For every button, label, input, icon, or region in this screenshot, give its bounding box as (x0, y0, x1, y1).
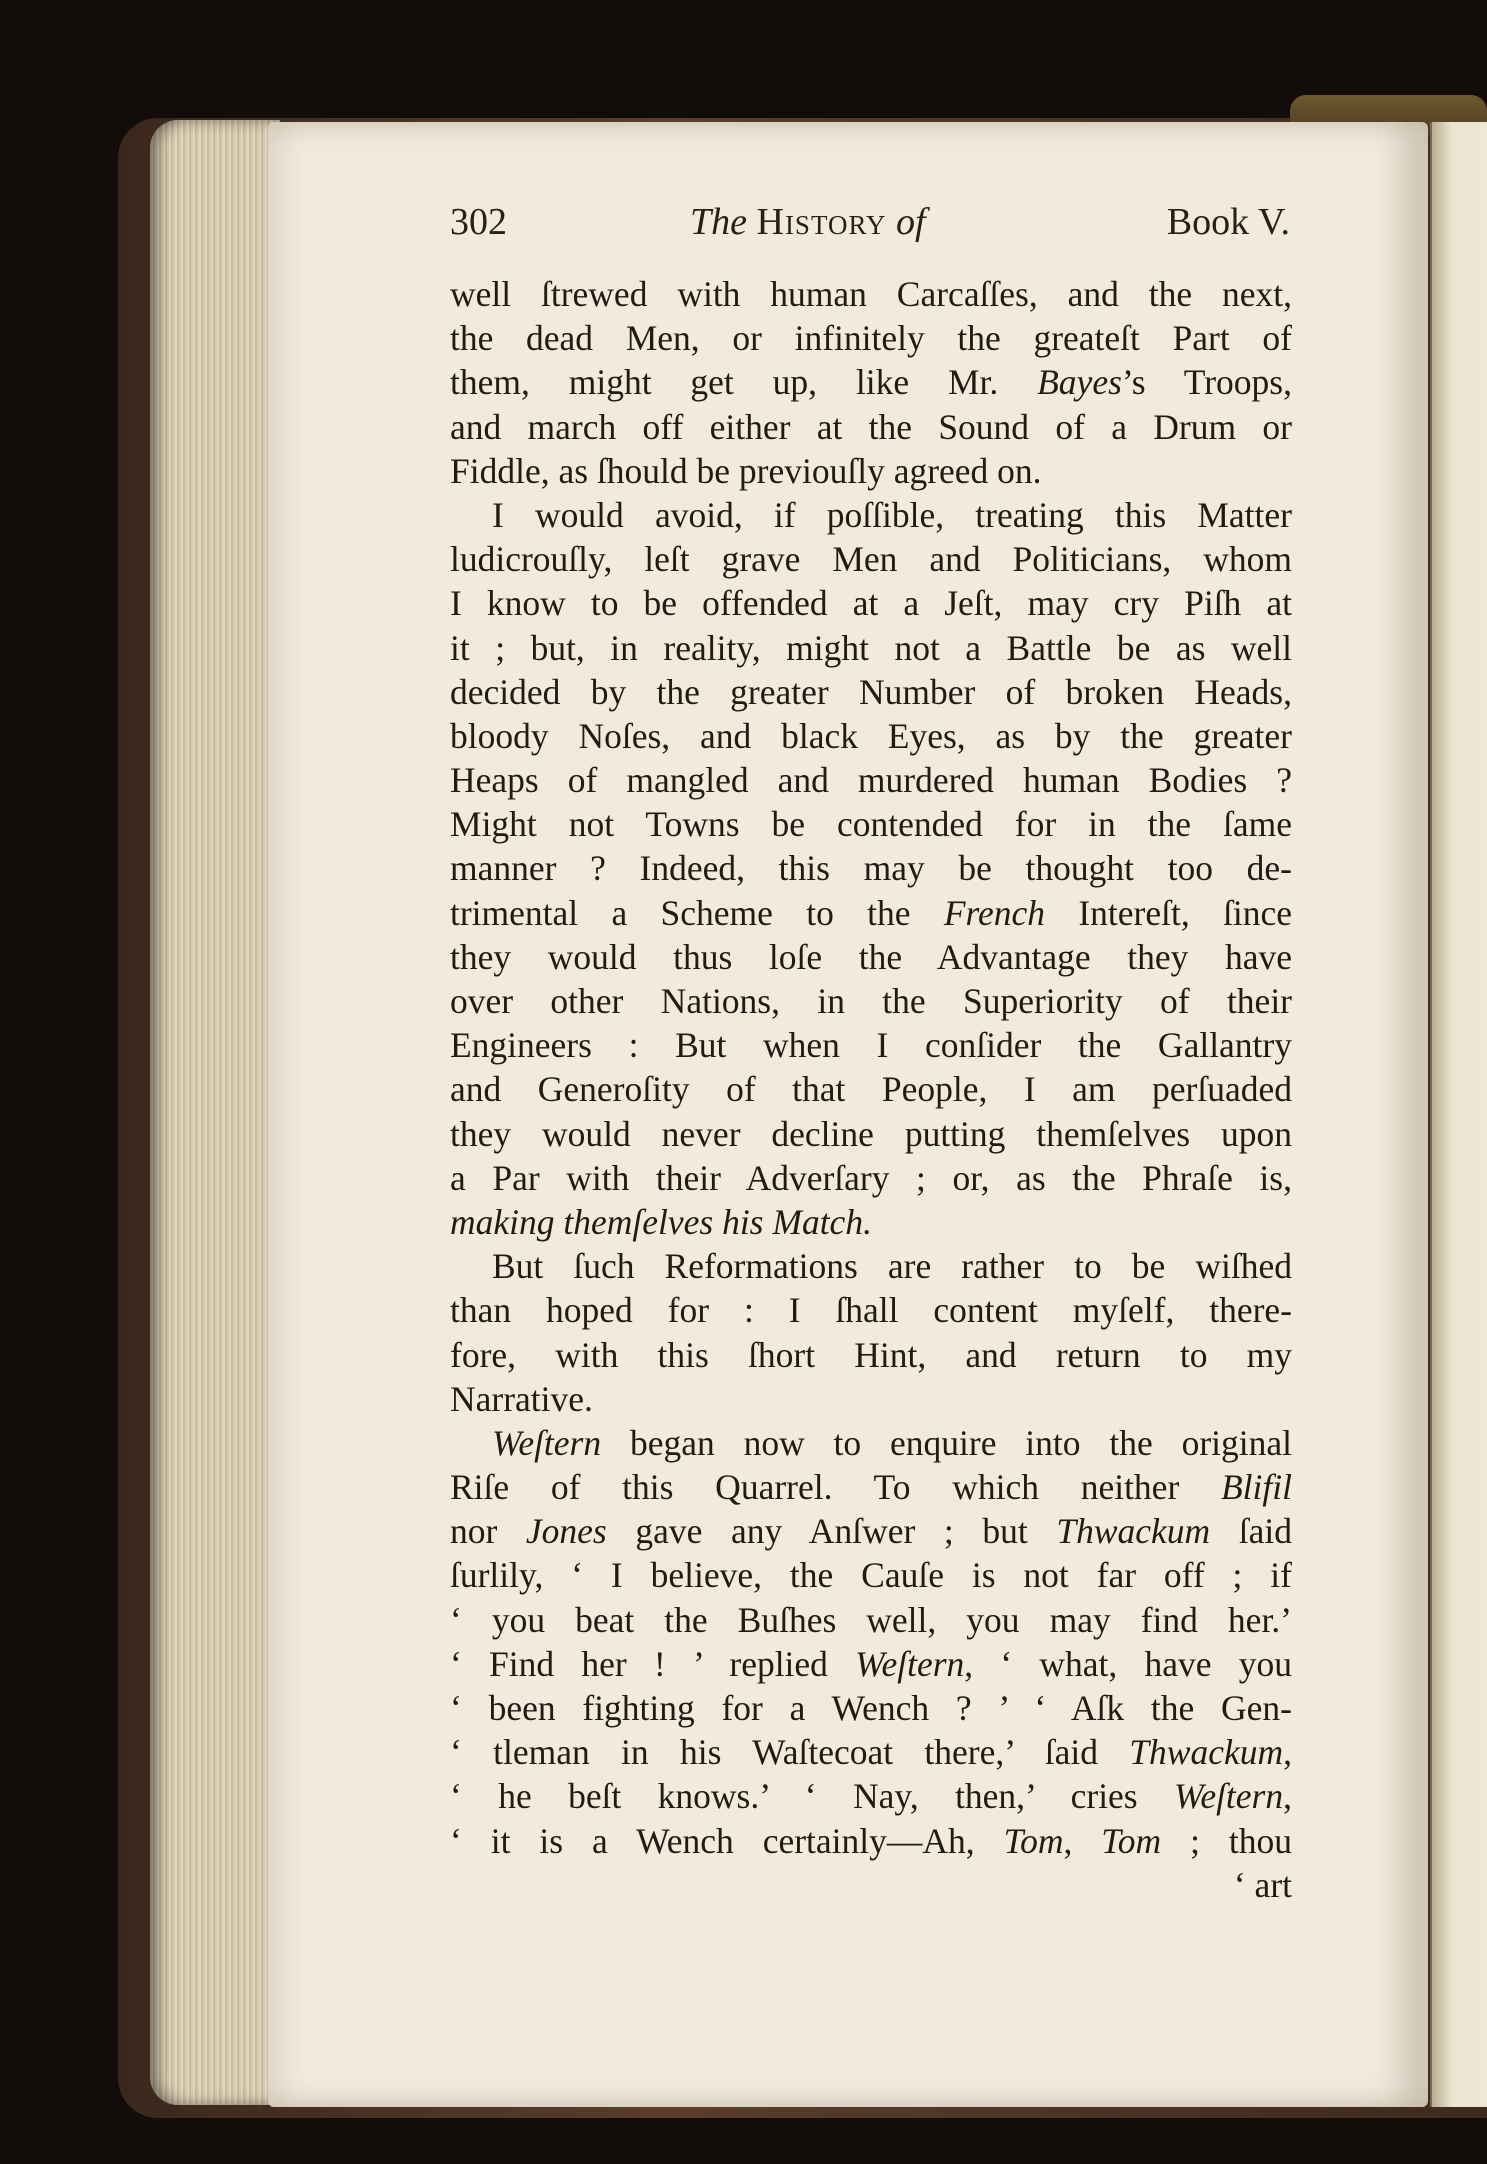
text-line (450, 714, 1292, 758)
text-line (450, 1333, 1292, 1377)
text-line (450, 626, 1292, 670)
italic-text: Thwackum (1129, 1732, 1284, 1773)
text-line (450, 1553, 1292, 1597)
text-run: I know to be offended at a Jeſt, may cry Piſh at (450, 583, 1292, 624)
italic-text: Thwackum (1056, 1511, 1211, 1552)
running-title-suffix: of (895, 201, 926, 243)
text-line (450, 272, 1292, 316)
text-line (450, 581, 1292, 625)
text-run: ‘ it is a Wench certainly—Ah, (450, 1820, 1004, 1861)
text-line (450, 1112, 1292, 1156)
italic-text: making themſelves his Match. (450, 1201, 872, 1242)
text-line (450, 1642, 1292, 1686)
text-run: they would thus loſe the Advantage they have (450, 936, 1292, 977)
text-run: ‘ art (1233, 1864, 1292, 1905)
running-title-prefix: The (690, 201, 747, 243)
italic-text: Weſtern (492, 1422, 602, 1463)
running-title-main: History (756, 201, 887, 243)
text-line (450, 449, 1292, 493)
text-line (450, 360, 1292, 404)
text-line (450, 405, 1292, 449)
italic-text: French (943, 892, 1046, 933)
text-line (450, 1067, 1292, 1111)
text-line (450, 1023, 1292, 1067)
italic-text: Tom (1003, 1820, 1064, 1861)
text-line (450, 1465, 1292, 1509)
text-line (450, 979, 1292, 1023)
book-number: Book V. (1166, 201, 1290, 243)
text-run: ; thou (1161, 1820, 1292, 1861)
body-text (450, 272, 1292, 1907)
text-line (450, 1200, 1292, 1244)
text-run: nor (450, 1511, 526, 1552)
text-run: and march off either at the Sound of a Drum or (450, 406, 1292, 447)
text-run: Riſe of this Quarrel. To which neither (450, 1467, 1221, 1508)
text-run: a Par with their Adverſary ; or, as the Phraſe is, (450, 1157, 1292, 1198)
text-run: ‘ he beſt knows.’ ‘ Nay, then,’ cries (450, 1776, 1174, 1817)
running-header (450, 200, 1290, 260)
italic-text: Tom (1101, 1820, 1162, 1861)
italic-text: Weſtern (855, 1643, 965, 1684)
text-line (450, 1730, 1292, 1774)
text-run: decided by the greater Number of broken Heads, (450, 671, 1292, 712)
text-run: it ; but, in reality, might not a Battle be as well (450, 627, 1292, 668)
text-run: ‘ Find her ! ’ replied (450, 1643, 856, 1684)
text-run: ‘ been fighting for a Wench ? ’ ‘ Aſk the Gen- (450, 1688, 1292, 1728)
text-run: Narrative. (450, 1378, 593, 1419)
italic-text: Bayes (1037, 362, 1122, 403)
text-line (450, 758, 1292, 802)
page-number: 302 (450, 201, 507, 243)
text-run: , (1063, 1820, 1102, 1861)
text-line (450, 1288, 1292, 1332)
text-run: ‘ you beat the Buſhes well, you may find her.’ (450, 1599, 1292, 1640)
facing-page-edge (1430, 122, 1487, 2107)
text-line (450, 1156, 1292, 1200)
text-run: , ‘ what, have you (964, 1643, 1293, 1684)
text-run: they would never decline putting themſelves upon (450, 1113, 1292, 1154)
text-line (450, 1598, 1292, 1642)
text-line (450, 1244, 1292, 1288)
text-run: fore, with this ſhort Hint, and return to my (450, 1334, 1292, 1375)
text-line (450, 493, 1292, 537)
text-run: bloody Noſes, and black Eyes, as by the greater (450, 715, 1292, 756)
text-line (450, 1686, 1292, 1730)
text-run: ludicrouſly, leſt grave Men and Politicians, whom (450, 539, 1292, 580)
text-run: began now to enquire into the original (601, 1422, 1292, 1463)
text-line (450, 1774, 1292, 1818)
text-run: I would avoid, if poſſible, treating this Matter (492, 494, 1292, 535)
text-run: and Generoſity of that People, I am perſuaded (450, 1069, 1292, 1110)
page-edges (150, 120, 280, 2105)
running-title (690, 200, 926, 244)
text-line (450, 802, 1292, 846)
text-run: than hoped for : I ſhall content myſelf, there- (450, 1290, 1292, 1331)
text-run: them, might get up, like Mr. (450, 362, 1038, 403)
text-line (450, 316, 1292, 360)
text-line (450, 846, 1292, 890)
text-line (450, 891, 1292, 935)
text-run: Might not Towns be contended for in the ſame (450, 804, 1292, 845)
text-run: Intereſt, ſince (1045, 892, 1292, 933)
text-run: the dead Men, or infinitely the greateſt Part of (450, 318, 1292, 359)
text-run: ’s Troops, (1121, 362, 1292, 403)
text-line (450, 1377, 1292, 1421)
text-run: Heaps of mangled and murdered human Bodies ? (450, 760, 1292, 801)
text-line (450, 935, 1292, 979)
text-line (450, 1819, 1292, 1863)
text-run: ſaid (1210, 1511, 1292, 1552)
text-run: manner ? Indeed, this may be thought too de- (450, 848, 1292, 889)
text-line (450, 670, 1292, 714)
italic-text: Jones (525, 1511, 607, 1552)
text-run: ſurlily, ‘ I believe, the Cauſe is not far off ; if (450, 1555, 1292, 1596)
text-run: But ſuch Reformations are rather to be wiſhed (492, 1246, 1292, 1287)
text-run: Fiddle, as ſhould be previouſly agreed on. (450, 450, 1042, 491)
italic-text: Blifil (1221, 1467, 1292, 1508)
text-run: over other Nations, in the Superiority of their (450, 981, 1292, 1021)
text-run: gave any Anſwer ; but (606, 1511, 1057, 1552)
text-run: trimental a Scheme to the (450, 892, 944, 933)
text-run: well ſtrewed with human Carcaſſes, and the next, (450, 274, 1292, 314)
text-run: Engineers : But when I conſider the Gallantry (450, 1025, 1292, 1066)
italic-text: Weſtern (1174, 1776, 1284, 1817)
text-line (450, 537, 1292, 581)
text-line (450, 1509, 1292, 1553)
catchword (450, 1863, 1292, 1907)
text-run: , (1283, 1732, 1292, 1773)
text-run: , (1283, 1776, 1292, 1817)
text-line (450, 1421, 1292, 1465)
text-run: ‘ tleman in his Waſtecoat there,’ ſaid (450, 1732, 1130, 1773)
